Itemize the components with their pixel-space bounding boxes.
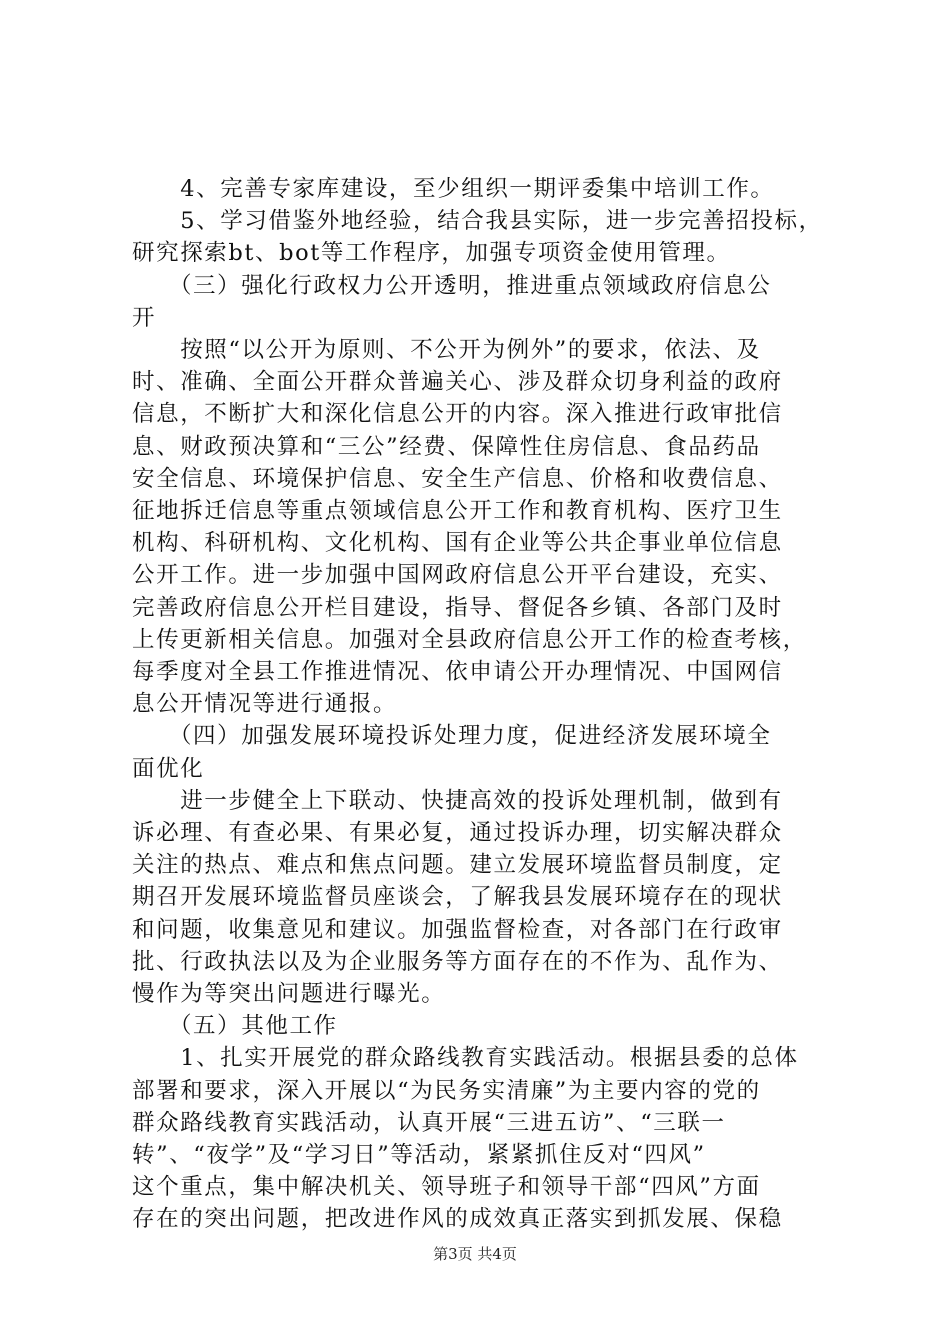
text-line: 5、学习借鉴外地经验，结合我县实际，进一步完善招投标， <box>132 208 823 235</box>
text-line: 息公开情况等进行通报。 <box>132 691 398 718</box>
text-line: 征地拆迁信息等重点领域信息公开工作和教育机构、医疗卫生 <box>132 498 783 524</box>
text-line: 慢作为等突出问题进行曝光。 <box>132 981 446 1007</box>
text-line: 诉必理、有查必果、有果必复，通过投诉办理，切实解决群众 <box>132 820 783 846</box>
text-line: 按照“以公开为原则、不公开为例外”的要求，依法、及 <box>132 337 761 363</box>
text-line: 公开工作。进一步加强中国网政府信息公开平台建设，充实、 <box>132 562 783 589</box>
text-line: 时、准确、全面公开群众普遍关心、涉及群众切身利益的政府 <box>132 369 783 396</box>
text-line: 安全信息、环境保护信息、安全生产信息、价格和收费信息、 <box>132 465 783 492</box>
text-line: 完善政府信息公开栏目建设，指导、督促各乡镇、各部门及时 <box>132 594 783 621</box>
text-line: 进一步健全上下联动、快捷高效的投诉处理机制，做到有 <box>132 787 783 814</box>
text-line: 机构、科研机构、文化机构、国有企业等公共企事业单位信息 <box>132 530 783 557</box>
text-line: 部署和要求，深入开展以“为民务实清廉”为主要内容的党的 <box>132 1077 761 1104</box>
page-footer: 第3页 共4页 <box>433 1245 517 1263</box>
text-line: （五）其他工作 <box>132 1013 338 1040</box>
text-line: 上传更新相关信息。加强对全县政府信息公开工作的检查考核， <box>132 626 807 653</box>
text-line: （四）加强发展环境投诉处理力度，促进经济发展环境全 <box>132 723 772 750</box>
text-line: 群众路线教育实践活动，认真开展“三进五访”、“三联一 <box>132 1109 726 1136</box>
text-line: 和问题，收集意见和建议。加强监督检查，对各部门在行政审 <box>132 916 783 943</box>
text-line: 这个重点，集中解决机关、领导班子和领导干部“四风”方面 <box>132 1174 761 1201</box>
text-line: 1、扎实开展党的群众路线教育实践活动。根据县委的总体 <box>132 1045 799 1072</box>
text-line: 研究探索bt、bot等工作程序，加强专项资金使用管理。 <box>132 240 731 267</box>
text-line: 开 <box>132 304 157 331</box>
text-line: 信息，不断扩大和深化信息公开的内容。深入推进行政审批信 <box>132 401 783 428</box>
text-line: （三）强化行政权力公开透明，推进重点领域政府信息公 <box>132 272 772 299</box>
text-line: 存在的突出问题，把改进作风的成效真正落实到抓发展、保稳 <box>132 1206 783 1233</box>
text-line: 每季度对全县工作推进情况、依申请公开办理情况、中国网信 <box>132 659 783 685</box>
text-line: 4、完善专家库建设，至少组织一期评委集中培训工作。 <box>132 176 775 202</box>
text-line: 关注的热点、难点和焦点问题。建立发展环境监督员制度，定 <box>132 852 783 879</box>
text-line: 转”、“夜学”及“学习日”等活动，紧紧抓住反对“四风” <box>132 1142 706 1168</box>
text-line: 期召开发展环境监督员座谈会，了解我县发展环境存在的现状 <box>132 884 783 911</box>
text-line: 息、财政预决算和“三公”经费、保障性住房信息、食品药品 <box>132 433 761 460</box>
text-line: 批、行政执法以及为企业服务等方面存在的不作为、乱作为、 <box>132 948 783 975</box>
text-line: 面优化 <box>132 755 205 782</box>
